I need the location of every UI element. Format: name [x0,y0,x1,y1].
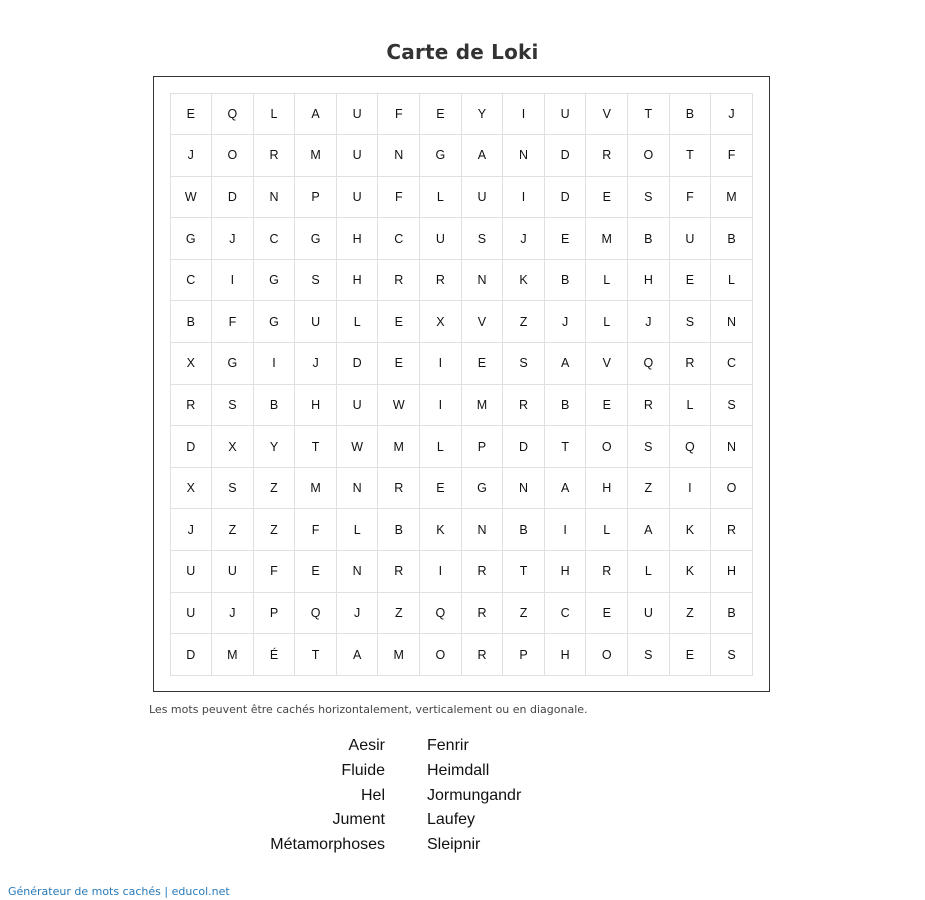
grid-cell: B [170,300,213,343]
grid-cell: E [669,259,712,302]
grid-cell: J [170,134,213,177]
word-item: Jument [332,811,385,829]
grid-cell: D [170,633,213,676]
grid-cell: U [336,93,379,136]
grid-cell: G [170,217,213,260]
word-item: Laufey [427,811,476,829]
word-row [0,811,925,836]
grid-cell: T [544,425,587,468]
grid-cell: P [253,592,296,635]
grid-cell: G [211,342,254,385]
grid-cell: H [336,217,379,260]
grid-cell: U [336,176,379,219]
grid-cell: U [294,300,337,343]
grid-cell: M [211,633,254,676]
grid-cell: N [461,259,504,302]
grid-cell: H [710,550,753,593]
grid-cell: A [461,134,504,177]
grid-cell: Y [253,425,296,468]
grid-cell: L [585,259,628,302]
grid-cell: L [585,508,628,551]
grid-cell: K [502,259,545,302]
grid-cell: O [627,134,670,177]
grid-cell: R [585,550,628,593]
grid-cell: E [419,93,462,136]
grid-cell: F [211,300,254,343]
grid-cell: P [461,425,504,468]
grid-cell: L [669,384,712,427]
grid-cell: I [253,342,296,385]
grid-cell: Z [377,592,420,635]
grid-cell: A [627,508,670,551]
grid-cell: A [336,633,379,676]
grid-cell: C [377,217,420,260]
word-item: Fenrir [427,737,469,754]
grid-cell: D [170,425,213,468]
word-item: Jormungandr [427,786,522,804]
grid-cell: D [336,342,379,385]
grid-cell: N [502,467,545,510]
grid-cell: E [170,93,213,136]
grid-cell: O [419,633,462,676]
grid-cell: J [502,217,545,260]
grid-cell: H [627,259,670,302]
grid-cell: I [502,176,545,219]
grid-cell: F [253,550,296,593]
grid-cell: O [585,425,628,468]
grid-cell: H [336,259,379,302]
grid-cell: Q [294,592,337,635]
grid-cell: G [461,467,504,510]
grid-cell: J [294,342,337,385]
grid-cell: W [377,384,420,427]
grid-cell: R [170,384,213,427]
word-item: Aesir [348,737,385,754]
grid-cell: O [211,134,254,177]
grid-cell: S [627,176,670,219]
grid-cell: K [669,550,712,593]
grid-cell: H [544,550,587,593]
grid-cell: S [627,633,670,676]
grid-cell: M [377,633,420,676]
grid-cell: J [211,592,254,635]
grid-cell: V [585,93,628,136]
grid-cell: G [253,300,296,343]
grid-cell: P [294,176,337,219]
grid-cell: O [710,467,753,510]
grid-cell: T [294,425,337,468]
word-item: Métamorphoses [270,836,385,854]
grid-cell: S [294,259,337,302]
grid-cell: B [502,508,545,551]
grid-cell: S [211,384,254,427]
grid-cell: I [211,259,254,302]
grid-cell: J [627,300,670,343]
grid-cell: S [669,300,712,343]
grid-cell: M [294,467,337,510]
grid-cell: S [710,633,753,676]
grid-cell: E [544,217,587,260]
grid-cell: R [461,592,504,635]
grid-cell: M [585,217,628,260]
grid-cell: T [627,93,670,136]
grid-cell: K [419,508,462,551]
grid-cell: I [544,508,587,551]
grid-cell: U [627,592,670,635]
grid-cell: Z [502,592,545,635]
grid-cell: L [585,300,628,343]
grid-cell: Y [461,93,504,136]
grid-cell: N [336,550,379,593]
grid-cell: C [544,592,587,635]
grid-cell: Q [419,592,462,635]
grid-cell: E [461,342,504,385]
grid-cell: J [710,93,753,136]
grid-cell: F [710,134,753,177]
grid-cell: M [710,176,753,219]
grid-cell: J [544,300,587,343]
grid-cell: N [710,300,753,343]
grid-cell: U [336,134,379,177]
grid-cell: D [211,176,254,219]
grid-cell: R [461,633,504,676]
grid-cell: E [377,342,420,385]
grid-cell: M [461,384,504,427]
grid-cell: S [461,217,504,260]
word-row [0,737,925,762]
grid-cell: Q [211,93,254,136]
grid-cell: E [669,633,712,676]
grid-cell: Z [253,467,296,510]
grid-cell: G [253,259,296,302]
grid-cell: L [336,300,379,343]
grid-cell: U [419,217,462,260]
grid-cell: X [419,300,462,343]
grid-cell: J [336,592,379,635]
grid-cell: U [170,592,213,635]
grid-cell: L [710,259,753,302]
grid-cell: R [710,508,753,551]
grid-cell: D [544,176,587,219]
grid-cell: U [170,550,213,593]
grid-cell: B [710,592,753,635]
grid-cell: G [419,134,462,177]
grid-cell: Z [669,592,712,635]
grid-cell: S [211,467,254,510]
grid-cell: J [211,217,254,260]
grid-cell: I [669,467,712,510]
grid-cell: Q [627,342,670,385]
grid-cell: I [419,342,462,385]
grid-cell: Z [211,508,254,551]
grid-cell: N [377,134,420,177]
grid-cell: T [294,633,337,676]
grid-cell: U [461,176,504,219]
grid-cell: I [502,93,545,136]
grid-cell: M [294,134,337,177]
grid-cell: R [627,384,670,427]
grid-cell: N [710,425,753,468]
grid-cell: P [502,633,545,676]
grid-cell: B [710,217,753,260]
grid-cell: U [211,550,254,593]
grid-cell: J [170,508,213,551]
grid-cell: M [377,425,420,468]
grid-cell: B [544,259,587,302]
puzzle-title: Carte de Loki [386,40,539,64]
grid-cell: A [544,467,587,510]
letter-grid [170,93,752,675]
word-item: Heimdall [427,761,490,779]
grid-cell: V [585,342,628,385]
grid-cell: U [669,217,712,260]
grid-cell: F [377,176,420,219]
grid-cell: R [669,342,712,385]
grid-cell: Q [669,425,712,468]
word-item: Fluide [341,761,385,779]
grid-cell: G [294,217,337,260]
grid-cell: F [294,508,337,551]
grid-cell: V [461,300,504,343]
grid-cell: E [294,550,337,593]
grid-cell: N [502,134,545,177]
grid-cell: N [253,176,296,219]
instructions-text: Les mots peuvent être cachés horizontalement, verticalement ou en diagonale. [149,703,588,716]
grid-cell: U [336,384,379,427]
grid-cell: K [669,508,712,551]
grid-cell: N [461,508,504,551]
grid-cell: É [253,633,296,676]
generator-link[interactable]: Générateur de mots cachés | educol.net [8,885,230,898]
grid-cell: T [669,134,712,177]
grid-cell: T [502,550,545,593]
grid-cell: D [502,425,545,468]
grid-cell: L [627,550,670,593]
grid-cell: U [544,93,587,136]
grid-cell: R [585,134,628,177]
grid-cell: R [461,550,504,593]
grid-cell: B [669,93,712,136]
grid-cell: A [544,342,587,385]
grid-cell: Z [502,300,545,343]
grid-cell: E [585,592,628,635]
grid-cell: R [377,259,420,302]
grid-cell: I [419,550,462,593]
grid-cell: S [627,425,670,468]
grid-cell: E [419,467,462,510]
grid-cell: S [502,342,545,385]
grid-cell: F [377,93,420,136]
grid-cell: E [377,300,420,343]
grid-cell: L [253,93,296,136]
grid-cell: H [294,384,337,427]
word-list [0,737,925,861]
grid-cell: O [585,633,628,676]
word-item: Hel [360,786,385,804]
grid-cell: X [211,425,254,468]
grid-cell: N [336,467,379,510]
grid-cell: R [253,134,296,177]
grid-cell: R [502,384,545,427]
grid-cell: L [419,425,462,468]
grid-cell: B [377,508,420,551]
grid-cell: B [544,384,587,427]
grid-cell: B [627,217,670,260]
grid-cell: S [710,384,753,427]
grid-cell: Z [253,508,296,551]
grid-cell: R [377,467,420,510]
grid-cell: X [170,342,213,385]
grid-cell: W [336,425,379,468]
grid-cell: R [377,550,420,593]
grid-cell: H [544,633,587,676]
grid-cell: A [294,93,337,136]
grid-cell: W [170,176,213,219]
grid-cell: C [710,342,753,385]
grid-cell: X [170,467,213,510]
grid-cell: I [419,384,462,427]
grid-cell: C [253,217,296,260]
word-row [0,836,925,861]
grid-cell: Z [627,467,670,510]
grid-cell: R [419,259,462,302]
grid-cell: L [419,176,462,219]
grid-cell: H [585,467,628,510]
grid-cell: F [669,176,712,219]
grid-cell: E [585,384,628,427]
grid-cell: C [170,259,213,302]
word-row [0,787,925,812]
grid-cell: E [585,176,628,219]
word-item: Sleipnir [427,836,481,854]
grid-cell: L [336,508,379,551]
grid-cell: D [544,134,587,177]
word-row [0,762,925,787]
grid-cell: B [253,384,296,427]
